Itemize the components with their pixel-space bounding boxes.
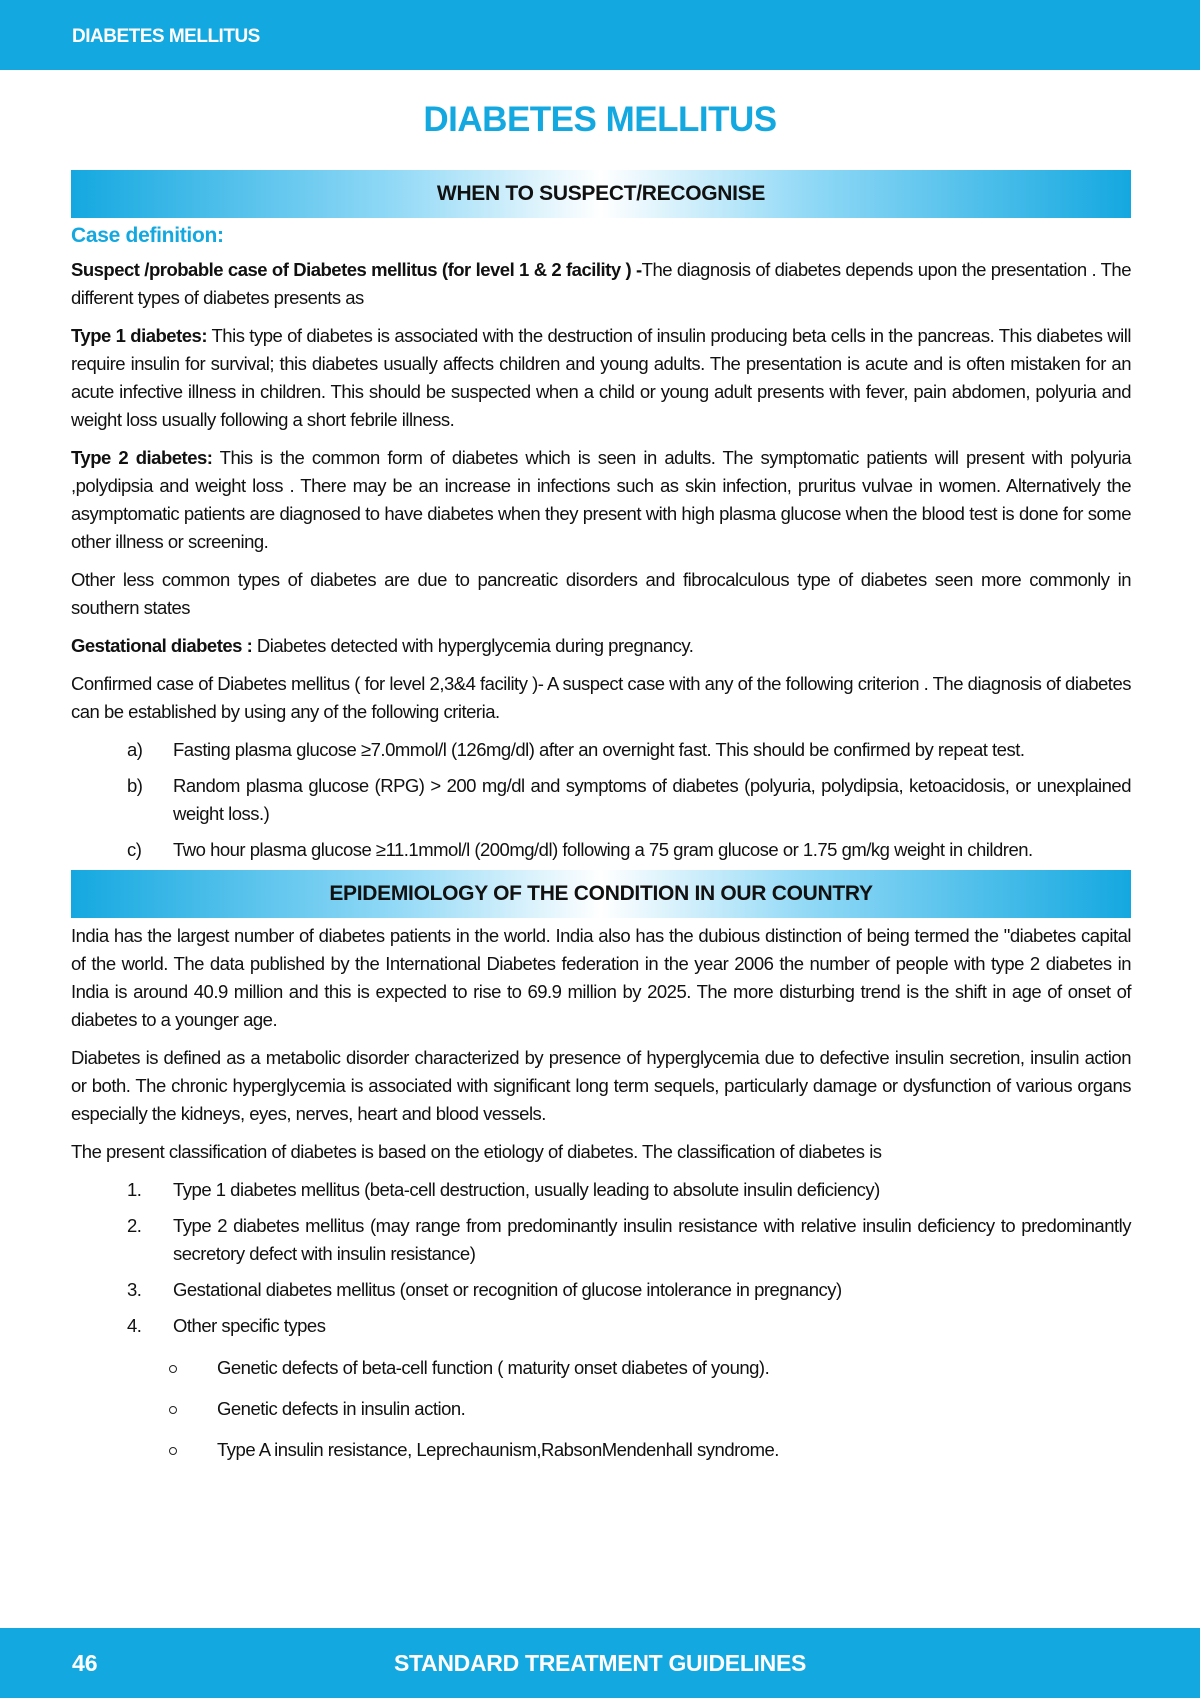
paragraph-classification-intro: The present classification of diabetes is based on the etiology of diabetes. The classification of diabetes is [71,1141,882,1162]
list-marker: c) [127,839,142,860]
list-item-text: Other specific types [173,1315,326,1336]
paragraph-gestational [71,632,1131,660]
bullet-circle-icon [169,1447,177,1455]
list-item [71,772,1131,828]
bullet-item [71,1354,1131,1382]
bullet-item-text: Genetic defects of beta-cell function ( maturity onset diabetes of young). [217,1357,770,1378]
list-item [71,736,1131,764]
bullet-item-text: Type A insulin resistance, Leprechaunism,RabsonMendenhall syndrome. [217,1439,779,1460]
bullet-item [71,1436,1131,1464]
type1-label: Type 1 diabetes: [71,325,207,346]
list-item [71,1212,1131,1268]
list-item-text: Gestational diabetes mellitus (onset or recognition of glucose intolerance in pregnancy) [173,1279,842,1300]
list-marker: 4. [127,1315,142,1336]
paragraph-definition: Diabetes is defined as a metabolic disorder characterized by presence of hyperglycemia due to defective insulin secretion, insulin action or both. The chronic hyperglycemia is associated with significant long term sequels, particularly damage or dysfunction of various organs especially the kidneys, eyes, nerves, heart and blood vessels. [71,1047,1131,1124]
book-title: STANDARD TREATMENT GUIDELINES [393,1650,807,1676]
list-marker: 2. [127,1215,142,1236]
section-heading-suspect: WHEN TO SUSPECT/RECOGNISE [71,170,1131,218]
classification-list [71,1176,1131,1340]
page-title: DIABETES MELLITUS [423,100,777,139]
subtype-list [71,1354,1131,1464]
list-marker: b) [127,775,143,796]
criteria-list [71,736,1131,864]
list-marker: 3. [127,1279,142,1300]
case-definition-label: Case definition: [71,224,224,247]
type1-text: This type of diabetes is associated with the destruction of insulin producing beta cells in the pancreas. This diabetes will require insulin for survival; this diabetes usually affects children and young adults. The presentation is acute and is often mistaken for an acute infective illness in children. This should be suspected when a child or young adult presents with fever, pain abdomen, polyuria and weight loss usually following a short febrile illness. [71,325,1131,430]
paragraph-other-types: Other less common types of diabetes are due to pancreatic disorders and fibrocalculous type of diabetes seen more commonly in southern states [71,569,1131,618]
list-item-text: Type 1 diabetes mellitus (beta-cell destruction, usually leading to absolute insulin deficiency) [173,1179,880,1200]
paragraph-confirmed-case: Confirmed case of Diabetes mellitus ( for level 2,3&4 facility )- A suspect case with any of the following criterion . The diagnosis of diabetes can be established by using any of the following criteria. [71,673,1131,722]
list-marker: a) [127,739,143,760]
running-title: DIABETES MELLITUS [72,26,260,47]
gestational-text: Diabetes detected with hyperglycemia during pregnancy. [252,635,694,656]
paragraph-india-epidemiology: India has the largest number of diabetes patients in the world. India also has the dubious distinction of being termed the "diabetes capital of the world. The data published by the International Diabetes federation in the year 2006 the number of people with type 2 diabetes in India is around 40.9 million and this is expected to rise to 69.9 million by 2025. The more disturbing trend is the shift in age of onset of diabetes to a younger age. [71,925,1131,1030]
list-item-text: Random plasma glucose (RPG) > 200 mg/dl and symptoms of diabetes (polyuria, polydipsia, ketoacidosis, or unexplained weight loss.) [173,775,1131,824]
bullet-item-text: Genetic defects in insulin action. [217,1398,466,1419]
list-item-text: Two hour plasma glucose ≥11.1mmol/l (200mg/dl) following a 75 gram glucose or 1.75 gm/kg weight in children. [173,839,1033,860]
main-content [71,170,1131,1477]
page-number: 46 [72,1650,98,1676]
list-item-text: Fasting plasma glucose ≥7.0mmol/l (126mg/dl) after an overnight fast. This should be confirmed by repeat test. [173,739,1025,760]
list-item [71,1176,1131,1204]
gestational-label: Gestational diabetes : [71,635,253,656]
type2-label: Type 2 diabetes: [71,447,213,468]
list-item [71,1312,1131,1340]
list-marker: 1. [127,1179,142,1200]
paragraph-type1 [71,322,1131,434]
bullet-circle-icon [169,1365,177,1373]
list-item-text: Type 2 diabetes mellitus (may range from predominantly insulin resistance with relative insulin deficiency to predominantly secretory defect with insulin resistance) [173,1215,1131,1264]
section-heading-epidemiology: EPIDEMIOLOGY OF THE CONDITION IN OUR COUNTRY [71,870,1131,918]
bullet-item [71,1395,1131,1423]
suspect-case-label: Suspect /probable case of Diabetes mellitus (for level 1 & 2 facility ) - [71,259,642,280]
footer-bar [0,1628,1200,1698]
header-bar [0,0,1200,70]
paragraph-type2 [71,444,1131,556]
suspect-case-text: The diagnosis of diabetes depends upon the presentation . The different types of diabetes presents as [71,259,1131,308]
list-item [71,836,1131,864]
list-item [71,1276,1131,1304]
type2-text: This is the common form of diabetes which is seen in adults. The symptomatic patients will present with polyuria ,polydipsia and weight loss . There may be an increase in infections such as skin infection, pruritus vulvae in women. Alternatively the asymptomatic patients are diagnosed to have diabetes when they present with high plasma glucose when the blood test is done for some other illness or screening. [71,447,1131,552]
bullet-circle-icon [169,1406,177,1414]
paragraph-suspect-case [71,256,1131,312]
